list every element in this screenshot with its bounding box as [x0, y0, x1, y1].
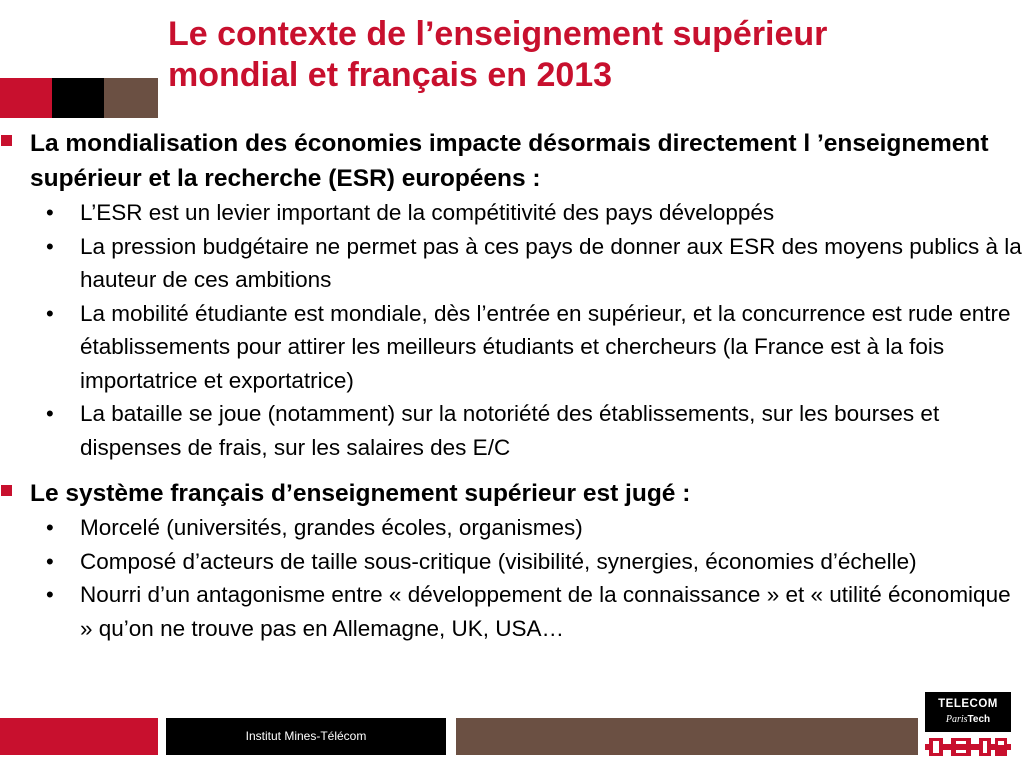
footer-institution-label: Institut Mines-Télécom: [245, 729, 367, 743]
bullet-dot-icon: •: [46, 582, 54, 607]
bullet-list: [0, 196, 1024, 464]
slide-title: [168, 14, 1008, 96]
footer-red-block: [0, 718, 158, 755]
list-item-text: L’ESR est un levier important de la compétitivité des pays développés: [80, 200, 775, 225]
list-item-text: La mobilité étudiante est mondiale, dès l’entrée en supérieur, et la concurrence est rude entre établissements pour attirer les meilleurs étudiants et chercheurs (la France est à la fois importatrice et exportatrice): [80, 300, 1011, 393]
logo-paristech-text: [925, 714, 1011, 725]
section-systeme-francais: [0, 476, 1024, 645]
logo-telecom-text: TELECOM: [938, 698, 998, 710]
telecom-paristech-logo: [925, 692, 1011, 760]
list-item: [0, 297, 1024, 398]
bullet-dot-icon: •: [46, 548, 54, 574]
list-item: [0, 397, 1024, 464]
bullet-dot-icon: •: [46, 401, 54, 426]
square-bullet-icon: [1, 485, 12, 496]
header-black-block: [52, 78, 104, 118]
slide-body: [0, 126, 1024, 645]
bullet-list: [0, 511, 1024, 645]
logo-emblem-icon: [925, 736, 1011, 758]
footer-brown-block: [456, 718, 918, 755]
slide-title-line-2: mondial et français en 2013: [168, 56, 613, 94]
list-item: [0, 545, 1024, 579]
section-heading: La mondialisation des économies impacte désormais directement l ’enseignement supérieur et la recherche (ESR) européens :: [30, 130, 989, 192]
list-item-text: Morcelé (universités, grandes écoles, organismes): [80, 515, 583, 540]
list-item: [0, 230, 1024, 297]
list-item-text: La bataille se joue (notamment) sur la notoriété des établissements, sur les bourses et dispenses de frais, sur les salaires des E/C: [80, 401, 940, 460]
logo-tech-text: Tech: [967, 714, 991, 725]
bullet-dot-icon: •: [46, 233, 54, 259]
bullet-dot-icon: •: [46, 200, 54, 225]
section-heading: Le système français d’enseignement supérieur est jugé :: [30, 480, 691, 507]
header-brown-block: [104, 78, 158, 118]
list-item-text: La pression budgétaire ne permet pas à ces pays de donner aux ESR des moyens publics à la hauteur de ces ambitions: [80, 233, 1022, 292]
section-mondialisation: [0, 126, 1024, 464]
square-bullet-icon: [1, 135, 12, 146]
header-red-block: [0, 78, 52, 118]
list-item: [0, 578, 1024, 645]
slide-title-line-1: Le contexte de l’enseignement supérieur: [168, 15, 828, 53]
list-item-text: Composé d’acteurs de taille sous-critique (visibilité, synergies, économies d’échelle): [80, 548, 917, 574]
list-item: [0, 196, 1024, 230]
bullet-dot-icon: •: [46, 300, 54, 326]
list-item-text: Nourri d’un antagonisme entre « développement de la connaissance » et « utilité économique » qu’on ne trouve pas en Allemagne, UK, USA…: [80, 582, 1011, 641]
list-item: [0, 511, 1024, 545]
logo-paris-text: Paris: [945, 714, 968, 725]
bullet-dot-icon: •: [46, 515, 54, 540]
